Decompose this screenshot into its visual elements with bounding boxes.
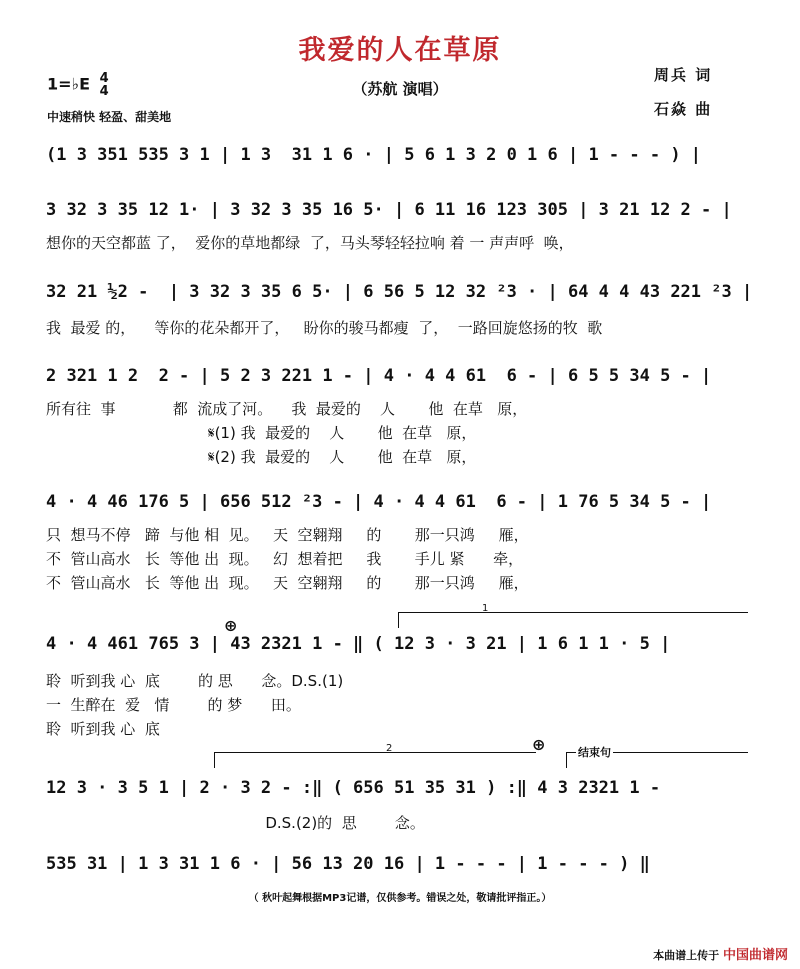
- music-row-intro: (1 3 351 535 3 1 | 1 3 31 1 6 · | 5 6 1 3 2 0 1 6 | 1 - - - ) |: [46, 145, 702, 165]
- lyric-row-5a: 聆 听到我 心 底 的 思 念。D.S.(1): [46, 672, 344, 690]
- lyric-row-1: 想你的天空都蓝 了， 爱你的草地都绿 了，马头琴轻轻拉响 着 一 声声呼 唤，: [46, 234, 574, 252]
- time-top: 4: [99, 71, 109, 86]
- source-brand: 中国曲谱网: [722, 948, 788, 963]
- source-credit: [653, 944, 788, 963]
- volta-2-label: 2: [386, 743, 393, 754]
- lyric-row-6: D.S.(2)的 思 念。: [46, 814, 425, 832]
- footnote: （ 秋叶起舞根据MP3记谱，仅供参考。错误之处，敬请批评指正。）: [248, 893, 552, 904]
- volta-1-line: [398, 612, 748, 613]
- music-row-1: 3 32 3 35 12 1· | 3 32 3 35 16 5· | 6 11 16 123 305 | 3 21 12 2 - |: [46, 200, 732, 220]
- volta-1-label: 1: [482, 603, 489, 614]
- music-row-5: 4 · 4 461 765 3 | 43 2321 1 - ‖ ( 12 3 · 3 21 | 1 6 1 1 · 5 |: [46, 634, 671, 654]
- time-bottom: 4: [99, 84, 109, 99]
- tempo-marking: 中速稍快 轻盈、甜美地: [47, 110, 172, 124]
- music-row-2: 32 21 ½2 - | 3 32 3 35 6 5· | 6 56 5 12 32 ²3 · | 64 4 4 43 221 ²3 |: [46, 282, 753, 302]
- music-row-6: 12 3 · 3 5 1 | 2 · 3 2 - :‖ ( 656 51 35 31 ) :‖ 4 3 2321 1 -: [46, 778, 661, 798]
- key-text: 1=♭E: [47, 74, 91, 94]
- volta-2-bracket: [214, 752, 215, 768]
- lyric-row-4c: 不 管山高水 长 等他 出 现。 天 空翱翔 的 那一只鸿 雁，: [46, 574, 529, 592]
- music-row-3: 2 321 1 2 2 - | 5 2 3 221 1 - | 4 · 4 4 61 6 - | 6 5 5 34 5 - |: [46, 366, 712, 386]
- music-row-4: 4 · 4 46 176 5 | 656 512 ²3 - | 4 · 4 4 61 6 - | 1 76 5 34 5 - |: [46, 492, 712, 512]
- singer-credit: （苏航 演唱）: [352, 80, 448, 98]
- lyric-row-5c: 聆 听到我 心 底: [46, 720, 160, 738]
- lyric-row-3b: 𝄋(1) 我 最爱的 人 他 在草 原，: [46, 424, 477, 442]
- lyric-row-4a: 只 想马不停 蹄 与他 相 见。 天 空翱翔 的 那一只鸿 雁，: [46, 526, 529, 544]
- coda-sign-2: ⊕: [532, 735, 546, 754]
- source-prefix: 本曲谱上传于: [653, 949, 720, 962]
- lyric-row-2: 我 最爱 的， 等你的花朵都开了， 盼你的骏马都瘦 了， 一路回旋悠扬的牧 歌: [46, 319, 603, 337]
- music-row-7: 535 31 | 1 3 31 1 6 · | 56 13 20 16 | 1 - - - | 1 - - - ) ‖: [46, 854, 650, 874]
- volta-1-bracket: [398, 612, 399, 628]
- lyric-row-3a: 所有往 事 都 流成了河。 我 最爱的 人 他 在草 原，: [46, 400, 528, 418]
- composer-credit: 石焱 曲: [654, 100, 713, 118]
- lyric-row-3c: 𝄋(2) 我 最爱的 人 他 在草 原，: [46, 448, 477, 466]
- volta-2-line: [214, 752, 536, 753]
- lyric-row-5b: 一 生醉在 爱 情 的 梦 田。: [46, 696, 301, 714]
- ending-label: 结束句: [578, 746, 611, 759]
- time-signature: [100, 72, 109, 98]
- key-signature: [47, 72, 109, 98]
- ending-bracket: [566, 752, 567, 768]
- song-title: 我爱的人在草原: [298, 35, 502, 66]
- lyric-row-4b: 不 管山高水 长 等他 出 现。 幻 想着把 我 手儿 紧 牵，: [46, 550, 524, 568]
- lyricist-credit: 周兵 词: [654, 66, 713, 84]
- coda-sign-1: ⊕: [224, 616, 238, 635]
